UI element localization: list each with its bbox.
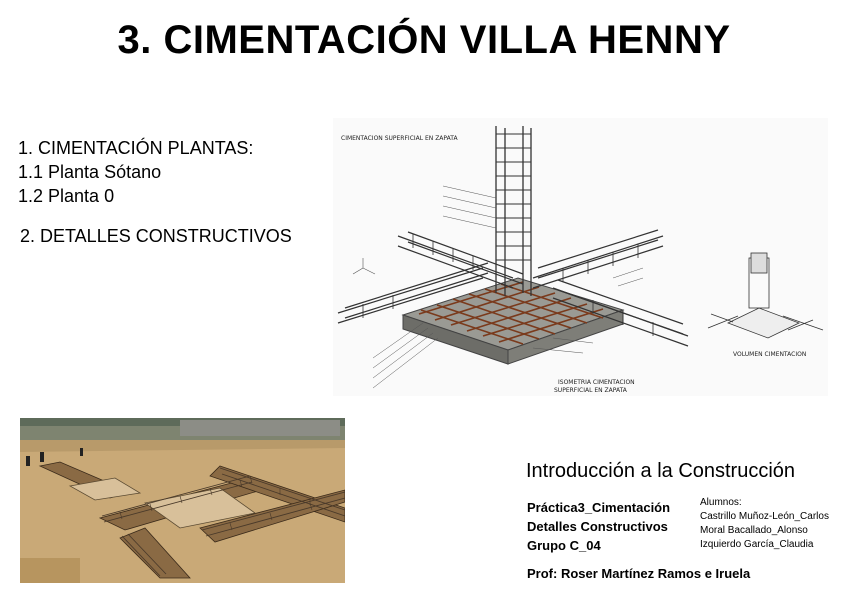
footing-isometric-drawing	[333, 118, 828, 396]
group-label: Grupo C_04	[527, 538, 601, 553]
professor-line: Prof: Roser Martínez Ramos e Iruela	[527, 566, 751, 581]
contents-list	[18, 136, 292, 248]
student-name: Moral Bacallado_Alonso	[700, 525, 808, 536]
practice-info	[527, 498, 670, 555]
item-planta-sotano: 1.1 Planta Sótano	[18, 162, 162, 182]
student-name: Izquierdo García_Claudia	[700, 539, 814, 550]
course-title: Introducción a la Construcción	[526, 460, 796, 482]
students-heading: Alumnos:	[700, 497, 742, 508]
practice-subtitle: Detalles Constructivos	[527, 519, 668, 534]
student-name: Castrillo Muñoz-León_Carlos	[700, 511, 829, 522]
practice-name: Práctica3_Cimentación	[527, 500, 671, 515]
item-planta-0: 1.2 Planta 0	[18, 186, 115, 206]
drawing-label-top: CIMENTACION SUPERFICIAL EN ZAPATA	[341, 135, 458, 142]
section-cimentacion-plantas: 1. CIMENTACIÓN PLANTAS:	[18, 138, 254, 158]
page-title: 3. CIMENTACIÓN VILLA HENNY	[117, 18, 731, 62]
students-block	[700, 496, 829, 552]
section-detalles-constructivos: 2. DETALLES CONSTRUCTIVOS	[20, 226, 292, 246]
site-photo	[20, 418, 345, 583]
drawing-label-bottom-2: SUPERFICIAL EN ZAPATA	[554, 387, 627, 394]
drawing-label-bottom-1: ISOMETRIA CIMENTACION	[558, 379, 635, 386]
drawing-label-small: VOLUMEN CIMENTACION	[733, 351, 807, 358]
